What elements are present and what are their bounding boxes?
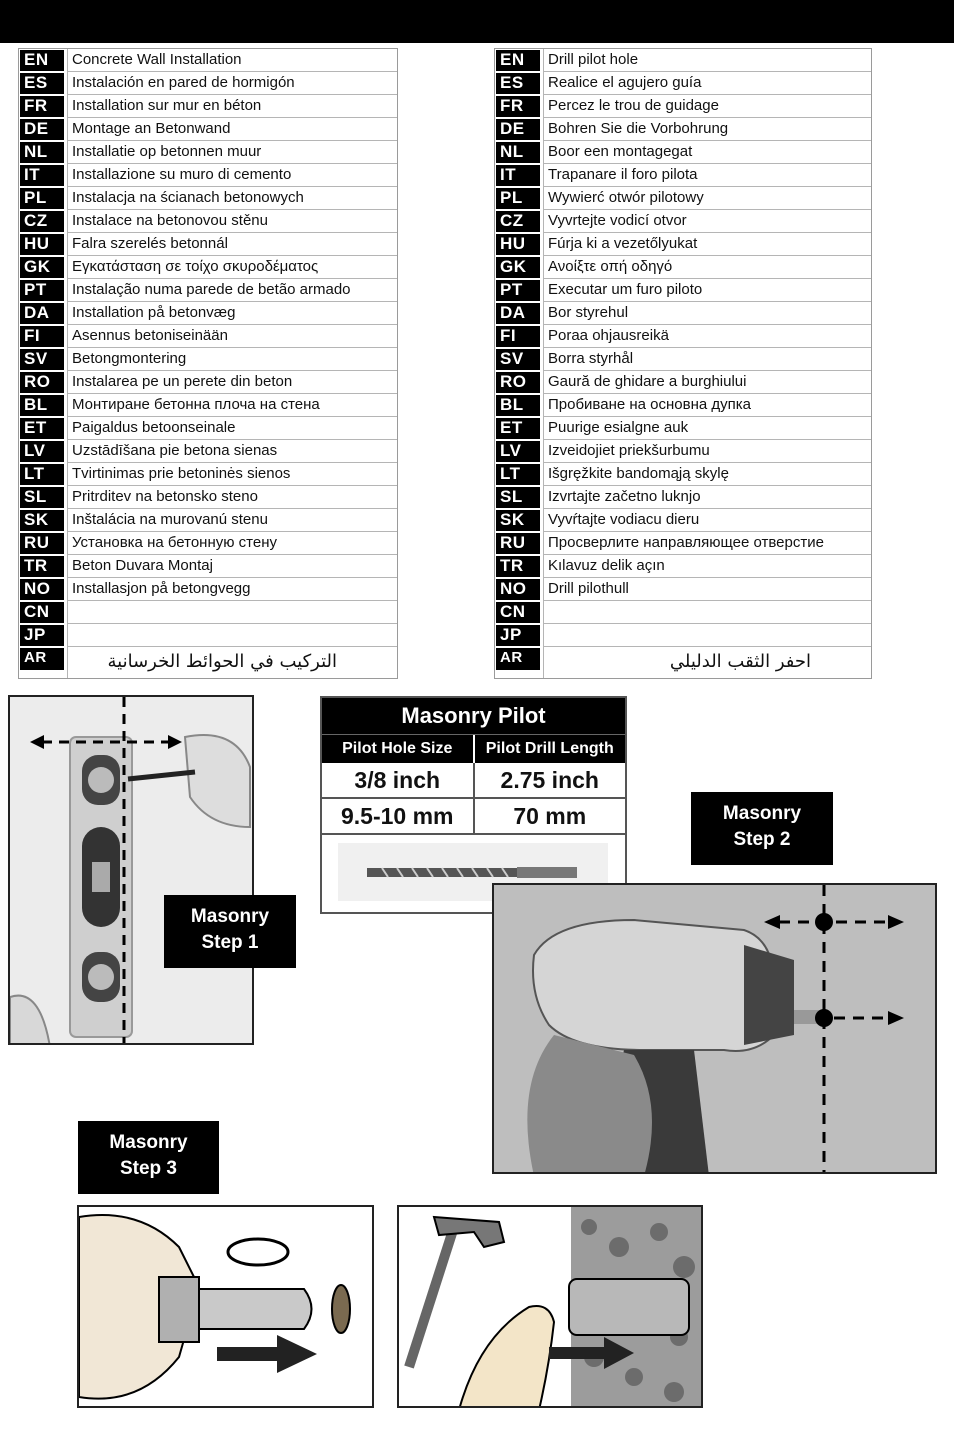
lang-row-lv [495, 440, 871, 463]
lang-code: SV [496, 349, 540, 370]
lang-text: Installasjon på betongvegg [67, 578, 397, 601]
lang-text: Izveidojiet priekšurbumu [543, 440, 871, 463]
lang-text: Boor een montagegat [543, 141, 871, 164]
lang-code: ES [20, 73, 64, 94]
lang-text: Falra szerelés betonnál [67, 233, 397, 256]
lang-row-et [19, 417, 397, 440]
lang-text: Drill pilot hole [543, 49, 871, 72]
lang-row-de [19, 118, 397, 141]
lang-text: Wywierć otwór pilotowy [543, 187, 871, 210]
lang-code: JP [496, 625, 540, 646]
lang-row-gk [495, 256, 871, 279]
header-bar [0, 0, 954, 43]
lang-text: Εγκατάσταση σε τοίχο σκυροδέματος [67, 256, 397, 279]
lang-row-ro [495, 371, 871, 394]
lang-row-hu [19, 233, 397, 256]
lang-row-sl [19, 486, 397, 509]
lang-code: NO [496, 579, 540, 600]
lang-row-es [495, 72, 871, 95]
lang-code: RU [496, 533, 540, 554]
step3-insert-anchor-illustration [77, 1205, 374, 1408]
lang-code: DE [496, 119, 540, 140]
lang-code: SL [496, 487, 540, 508]
lang-code: FR [496, 96, 540, 117]
lang-code: HU [496, 234, 540, 255]
lang-code: PL [20, 188, 64, 209]
lang-text: Uzstādīšana pie betona sienas [67, 440, 397, 463]
lang-code: HU [20, 234, 64, 255]
lang-text: Bohren Sie die Vorbohrung [543, 118, 871, 141]
step-label-line1: Masonry [109, 1132, 188, 1153]
header-drill-length: Pilot Drill Length [485, 740, 614, 757]
lang-row-fi [495, 325, 871, 348]
step3-hammer-anchor-illustration [397, 1205, 703, 1408]
lang-text: Installation på betonvæg [67, 302, 397, 325]
lang-text: Executar um furo piloto [543, 279, 871, 302]
lang-row-bl [495, 394, 871, 417]
lang-code: LT [20, 464, 64, 485]
pilot-row-imperial [322, 763, 625, 799]
lang-row-fr [19, 95, 397, 118]
lang-text: Tvirtinimas prie betoninės sienos [67, 463, 397, 486]
lang-text: Poraa ohjausreikä [543, 325, 871, 348]
lang-code: CN [20, 602, 64, 623]
lang-row-it [19, 164, 397, 187]
lang-code: DA [496, 303, 540, 324]
cell-drill-length: 2.75 inch [500, 767, 599, 793]
masonry-step3-label [78, 1121, 219, 1194]
lang-row-no [19, 578, 397, 601]
lang-code: GK [496, 257, 540, 278]
lang-row-hu [495, 233, 871, 256]
lang-text: Gaură de ghidare a burghiului [543, 371, 871, 394]
lang-text: Puurige esialgne auk [543, 417, 871, 440]
lang-text: Concrete Wall Installation [67, 49, 397, 72]
lang-code: LV [20, 441, 64, 462]
lang-row-fi [19, 325, 397, 348]
lang-text: Пробиване на основна дупка [543, 394, 871, 417]
lang-row-da [19, 302, 397, 325]
lang-code: CN [496, 602, 540, 623]
masonry-pilot-table [320, 696, 627, 914]
lang-row-cz [19, 210, 397, 233]
lang-text: احفر الثقب الدليلي [543, 647, 871, 678]
step-label-line2: Step 1 [201, 932, 259, 953]
lang-code: DE [20, 119, 64, 140]
lang-code: IT [496, 165, 540, 186]
masonry-step1-label [164, 895, 296, 968]
lang-row-sv [19, 348, 397, 371]
lang-row-jp [495, 624, 871, 647]
lang-text: Instalarea pe un perete din beton [67, 371, 397, 394]
lang-text: Просверлите направляющее отверстие [543, 532, 871, 555]
lang-row-da [495, 302, 871, 325]
lang-text: Inštalácia na murovanú stenu [67, 509, 397, 532]
step-label-line2: Step 2 [733, 829, 791, 850]
lang-code: NL [496, 142, 540, 163]
lang-code: ES [496, 73, 540, 94]
lang-text: Fúrja ki a vezetőlyukat [543, 233, 871, 256]
lang-code: DA [20, 303, 64, 324]
lang-row-pt [495, 279, 871, 302]
direction-arrow-icon [217, 1335, 317, 1373]
lang-text: Instalace na betonovou stěnu [67, 210, 397, 233]
lang-text [67, 624, 397, 647]
lang-text: Instalación en pared de hormigón [67, 72, 397, 95]
lang-row-es [19, 72, 397, 95]
concrete-wall-installation-table [18, 48, 398, 679]
lang-text [543, 624, 871, 647]
lang-row-gk [19, 256, 397, 279]
pilot-table-title: Masonry Pilot [322, 698, 625, 734]
lang-row-fr [495, 95, 871, 118]
lang-text: Paigaldus betoonseinale [67, 417, 397, 440]
lang-text: Vyvrtejte vodicí otvor [543, 210, 871, 233]
lang-code: LT [496, 464, 540, 485]
lang-text: Vyvŕtajte vodiacu dieru [543, 509, 871, 532]
lang-code: LV [496, 441, 540, 462]
lang-row-it [495, 164, 871, 187]
lang-text: Drill pilothull [543, 578, 871, 601]
lang-row-nl [495, 141, 871, 164]
lang-row-en [495, 49, 871, 72]
lang-row-pl [19, 187, 397, 210]
lang-code: RO [20, 372, 64, 393]
lang-text: Borra styrhål [543, 348, 871, 371]
lang-text: Beton Duvara Montaj [67, 555, 397, 578]
lang-code: BL [20, 395, 64, 416]
step2-drill-photo [492, 883, 937, 1174]
lang-code: PT [496, 280, 540, 301]
lang-text: Installatie op betonnen muur [67, 141, 397, 164]
lang-row-ar [495, 647, 871, 678]
lang-row-pt [19, 279, 397, 302]
lang-code: ET [496, 418, 540, 439]
lang-text: Asennus betoniseinään [67, 325, 397, 348]
lang-text: Установка на бетонную стену [67, 532, 397, 555]
lang-text [67, 601, 397, 624]
lang-text: Išgręžkite bandomąją skylę [543, 463, 871, 486]
lang-code: BL [496, 395, 540, 416]
lang-code: TR [496, 556, 540, 577]
lang-code: SK [20, 510, 64, 531]
pilot-table-header [322, 734, 625, 763]
lang-text: Instalacja na ścianach betonowych [67, 187, 397, 210]
lang-code: TR [20, 556, 64, 577]
cell-hole-size: 3/8 inch [322, 763, 475, 797]
lang-row-de [495, 118, 871, 141]
lang-text: Instalação numa parede de betão armado [67, 279, 397, 302]
lang-text: Betongmontering [67, 348, 397, 371]
lang-text: Installation sur mur en béton [67, 95, 397, 118]
lang-text [543, 601, 871, 624]
lang-row-sl [495, 486, 871, 509]
lang-text: Kılavuz delik açın [543, 555, 871, 578]
lang-code: EN [20, 50, 64, 71]
lang-row-bl [19, 394, 397, 417]
lang-text: Montage an Betonwand [67, 118, 397, 141]
lang-code: SL [20, 487, 64, 508]
lang-code: AR [496, 648, 540, 670]
lang-row-cz [495, 210, 871, 233]
lang-row-pl [495, 187, 871, 210]
lang-text: Percez le trou de guidage [543, 95, 871, 118]
step-label-line1: Masonry [190, 906, 270, 927]
lang-code: PT [20, 280, 64, 301]
lang-code: NO [20, 579, 64, 600]
lang-row-lt [19, 463, 397, 486]
lang-row-ar [19, 647, 397, 678]
cell-drill-length: 70 mm [513, 803, 587, 829]
lang-code: FI [496, 326, 540, 347]
lang-text: Trapanare il foro pilota [543, 164, 871, 187]
lang-row-et [495, 417, 871, 440]
lang-code: PL [496, 188, 540, 209]
lang-text: Ανοίξτε οπή οδηγό [543, 256, 871, 279]
lang-row-no [495, 578, 871, 601]
lang-row-ru [495, 532, 871, 555]
step-label-line1: Masonry [722, 803, 802, 824]
lang-row-lt [495, 463, 871, 486]
pilot-row-metric [322, 799, 625, 835]
lang-code: CZ [496, 211, 540, 232]
lang-text: Pritrditev na betonsko steno [67, 486, 397, 509]
lang-row-sv [495, 348, 871, 371]
cell-hole-size: 9.5-10 mm [322, 799, 475, 833]
header-hole-size: Pilot Hole Size [322, 735, 475, 763]
lang-row-tr [495, 555, 871, 578]
lang-code: RO [496, 372, 540, 393]
lang-text: Realice el agujero guía [543, 72, 871, 95]
lang-row-en [19, 49, 397, 72]
lang-text: Izvrtajte začetno luknjo [543, 486, 871, 509]
lang-code: FR [20, 96, 64, 117]
wall-anchor-icon [159, 1277, 350, 1342]
lang-row-cn [19, 601, 397, 624]
lang-row-jp [19, 624, 397, 647]
drill-pilot-hole-table [494, 48, 872, 679]
lang-row-sk [19, 509, 397, 532]
lang-row-tr [19, 555, 397, 578]
lang-code: JP [20, 625, 64, 646]
lang-code: EN [496, 50, 540, 71]
lang-code: IT [20, 165, 64, 186]
lang-text: التركيب في الحوائط الخرسانية [67, 647, 397, 678]
lang-code: GK [20, 257, 64, 278]
lang-row-ru [19, 532, 397, 555]
lang-row-ro [19, 371, 397, 394]
lang-code: ET [20, 418, 64, 439]
lang-code: SV [20, 349, 64, 370]
lang-code: SK [496, 510, 540, 531]
lang-text: Монтиране бетонна плоча на стена [67, 394, 397, 417]
lang-code: FI [20, 326, 64, 347]
step1-level-photo [8, 695, 254, 1045]
lang-text: Bor styrehul [543, 302, 871, 325]
lang-row-lv [19, 440, 397, 463]
lang-row-cn [495, 601, 871, 624]
lang-code: NL [20, 142, 64, 163]
step-label-line2: Step 3 [119, 1158, 178, 1179]
lang-text: Installazione su muro di cemento [67, 164, 397, 187]
lang-code: CZ [20, 211, 64, 232]
lang-row-sk [495, 509, 871, 532]
lang-row-nl [19, 141, 397, 164]
lang-code: AR [20, 648, 64, 670]
masonry-step2-label [691, 792, 833, 865]
lang-code: RU [20, 533, 64, 554]
